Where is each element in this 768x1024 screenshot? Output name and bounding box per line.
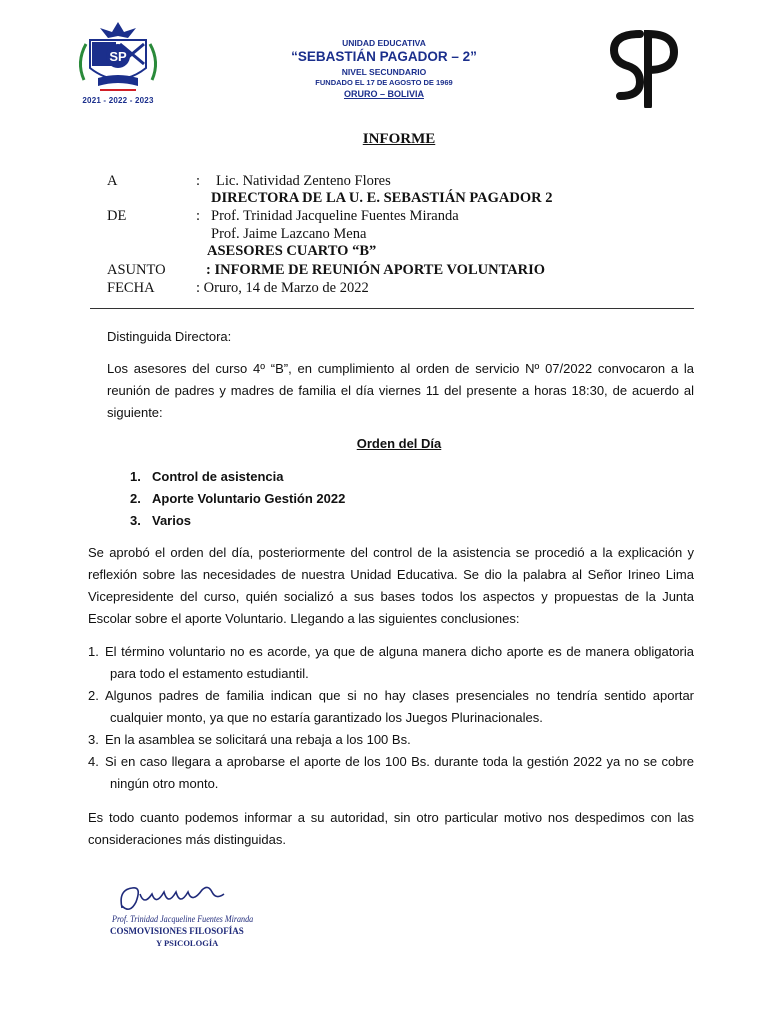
- salutation: Distinguida Directora:: [107, 329, 232, 344]
- sp-logo: [606, 26, 680, 108]
- conclusion-text: [88, 641, 694, 685]
- conclusion-text: [88, 751, 694, 795]
- crest-monogram: SP: [109, 49, 127, 64]
- stamp-line-2: COSMOVISIONES FILOSOFÍAS: [110, 926, 244, 936]
- agenda-num: 3.: [130, 513, 141, 528]
- to-colon: :: [196, 173, 201, 189]
- from-role: ASESORES CUARTO “B”: [207, 243, 377, 259]
- divider: [90, 308, 694, 309]
- from-label: DE: [107, 208, 127, 224]
- conclusion-num: 4.: [88, 754, 99, 769]
- conclusion-num: 2.: [88, 688, 99, 703]
- document-title: INFORME: [362, 131, 436, 147]
- agenda-item: Varios: [152, 513, 192, 528]
- from-name-1: Prof. Trinidad Jacqueline Fuentes Miranda: [211, 208, 459, 224]
- subject-value: : INFORME DE REUNIÓN APORTE VOLUNTARIO: [206, 262, 546, 278]
- date-label: FECHA: [107, 280, 155, 296]
- closing-paragraph: Es todo cuanto podemos informar a su autoridad, sin otro particular motivo nos despedimos con las consideraciones más distinguidas.: [88, 810, 694, 847]
- to-role: DIRECTORA DE LA U. E. SEBASTIÁN PAGADOR 2: [211, 190, 553, 206]
- crest-years: 2021 - 2022 - 2023: [82, 96, 154, 105]
- date-value: : Oruro, 14 de Marzo de 2022: [196, 280, 369, 296]
- subject-label: ASUNTO: [107, 262, 166, 278]
- conclusion-text-4: Si en caso llegara a aprobarse el aporte de los 100 Bs. durante toda la gestión 2022 ya no se cobre ningún otro monto.: [105, 754, 694, 791]
- conclusion-num: 1.: [88, 644, 99, 659]
- school-level: NIVEL SECUNDARIO: [341, 67, 427, 77]
- intro-paragraph: Los asesores del curso 4º “B”, en cumplimiento al orden de servicio Nº 07/2022 convocaron a la reunión de padres y madres de familia el día viernes 11 del presente a horas 18:30, de acuerdo al siguiente:: [107, 361, 694, 420]
- stamp-line-3: Y PSICOLOGÍA: [156, 938, 219, 948]
- from-name-2: Prof. Jaime Lazcano Mena: [211, 226, 367, 242]
- body-paragraph: Se aprobó el orden del día, posteriormente del control de la asistencia se procedió a la explicación y reflexión sobre las necesidades de nuestra Unidad Educativa. Se dio la palabra al Señor Irineo Lima Vicepresidente del curso, quién socializó a sus bases todos los aspectos y propuestas de la Junta Escolar sobre el aporte Voluntario. Llegando a las siguientes conclusiones:: [88, 545, 694, 626]
- from-colon: :: [196, 208, 201, 224]
- agenda-title: Orden del Día: [356, 436, 442, 451]
- conclusion-text: [88, 685, 694, 729]
- school-type: UNIDAD EDUCATIVA: [342, 38, 426, 48]
- conclusion-text-1: El término voluntario no es acorde, ya que de alguna manera dicho aporte es de manera obligatoria para todo el estamento estudiantil.: [105, 644, 694, 681]
- school-name: “SEBASTIÁN PAGADOR – 2”: [291, 49, 477, 64]
- stamp-name: Prof. Trinidad Jacqueline Fuentes Miranda: [112, 914, 254, 924]
- founded-date: FUNDADO EL 17 DE AGOSTO DE 1969: [315, 78, 453, 87]
- school-location: ORURO – BOLIVIA: [343, 89, 424, 99]
- conclusion-text-3: En la asamblea se solicitará una rebaja a los 100 Bs.: [105, 732, 411, 747]
- conclusion-num: 3.: [88, 732, 99, 747]
- signature: [112, 880, 232, 916]
- conclusion-text-2: Algunos padres de familia indican que si no hay clases presenciales no tendría sentido aportar cualquier monto, ya que no estaría garantizado los Juegos Plurinacionales.: [105, 688, 694, 725]
- agenda-num: 1.: [130, 469, 141, 484]
- agenda-item: Aporte Voluntario Gestión 2022: [152, 491, 346, 506]
- agenda-item: Control de asistencia: [152, 469, 284, 484]
- agenda-num: 2.: [130, 491, 141, 506]
- to-name: Lic. Natividad Zenteno Flores: [216, 173, 391, 189]
- to-label: A: [107, 173, 118, 189]
